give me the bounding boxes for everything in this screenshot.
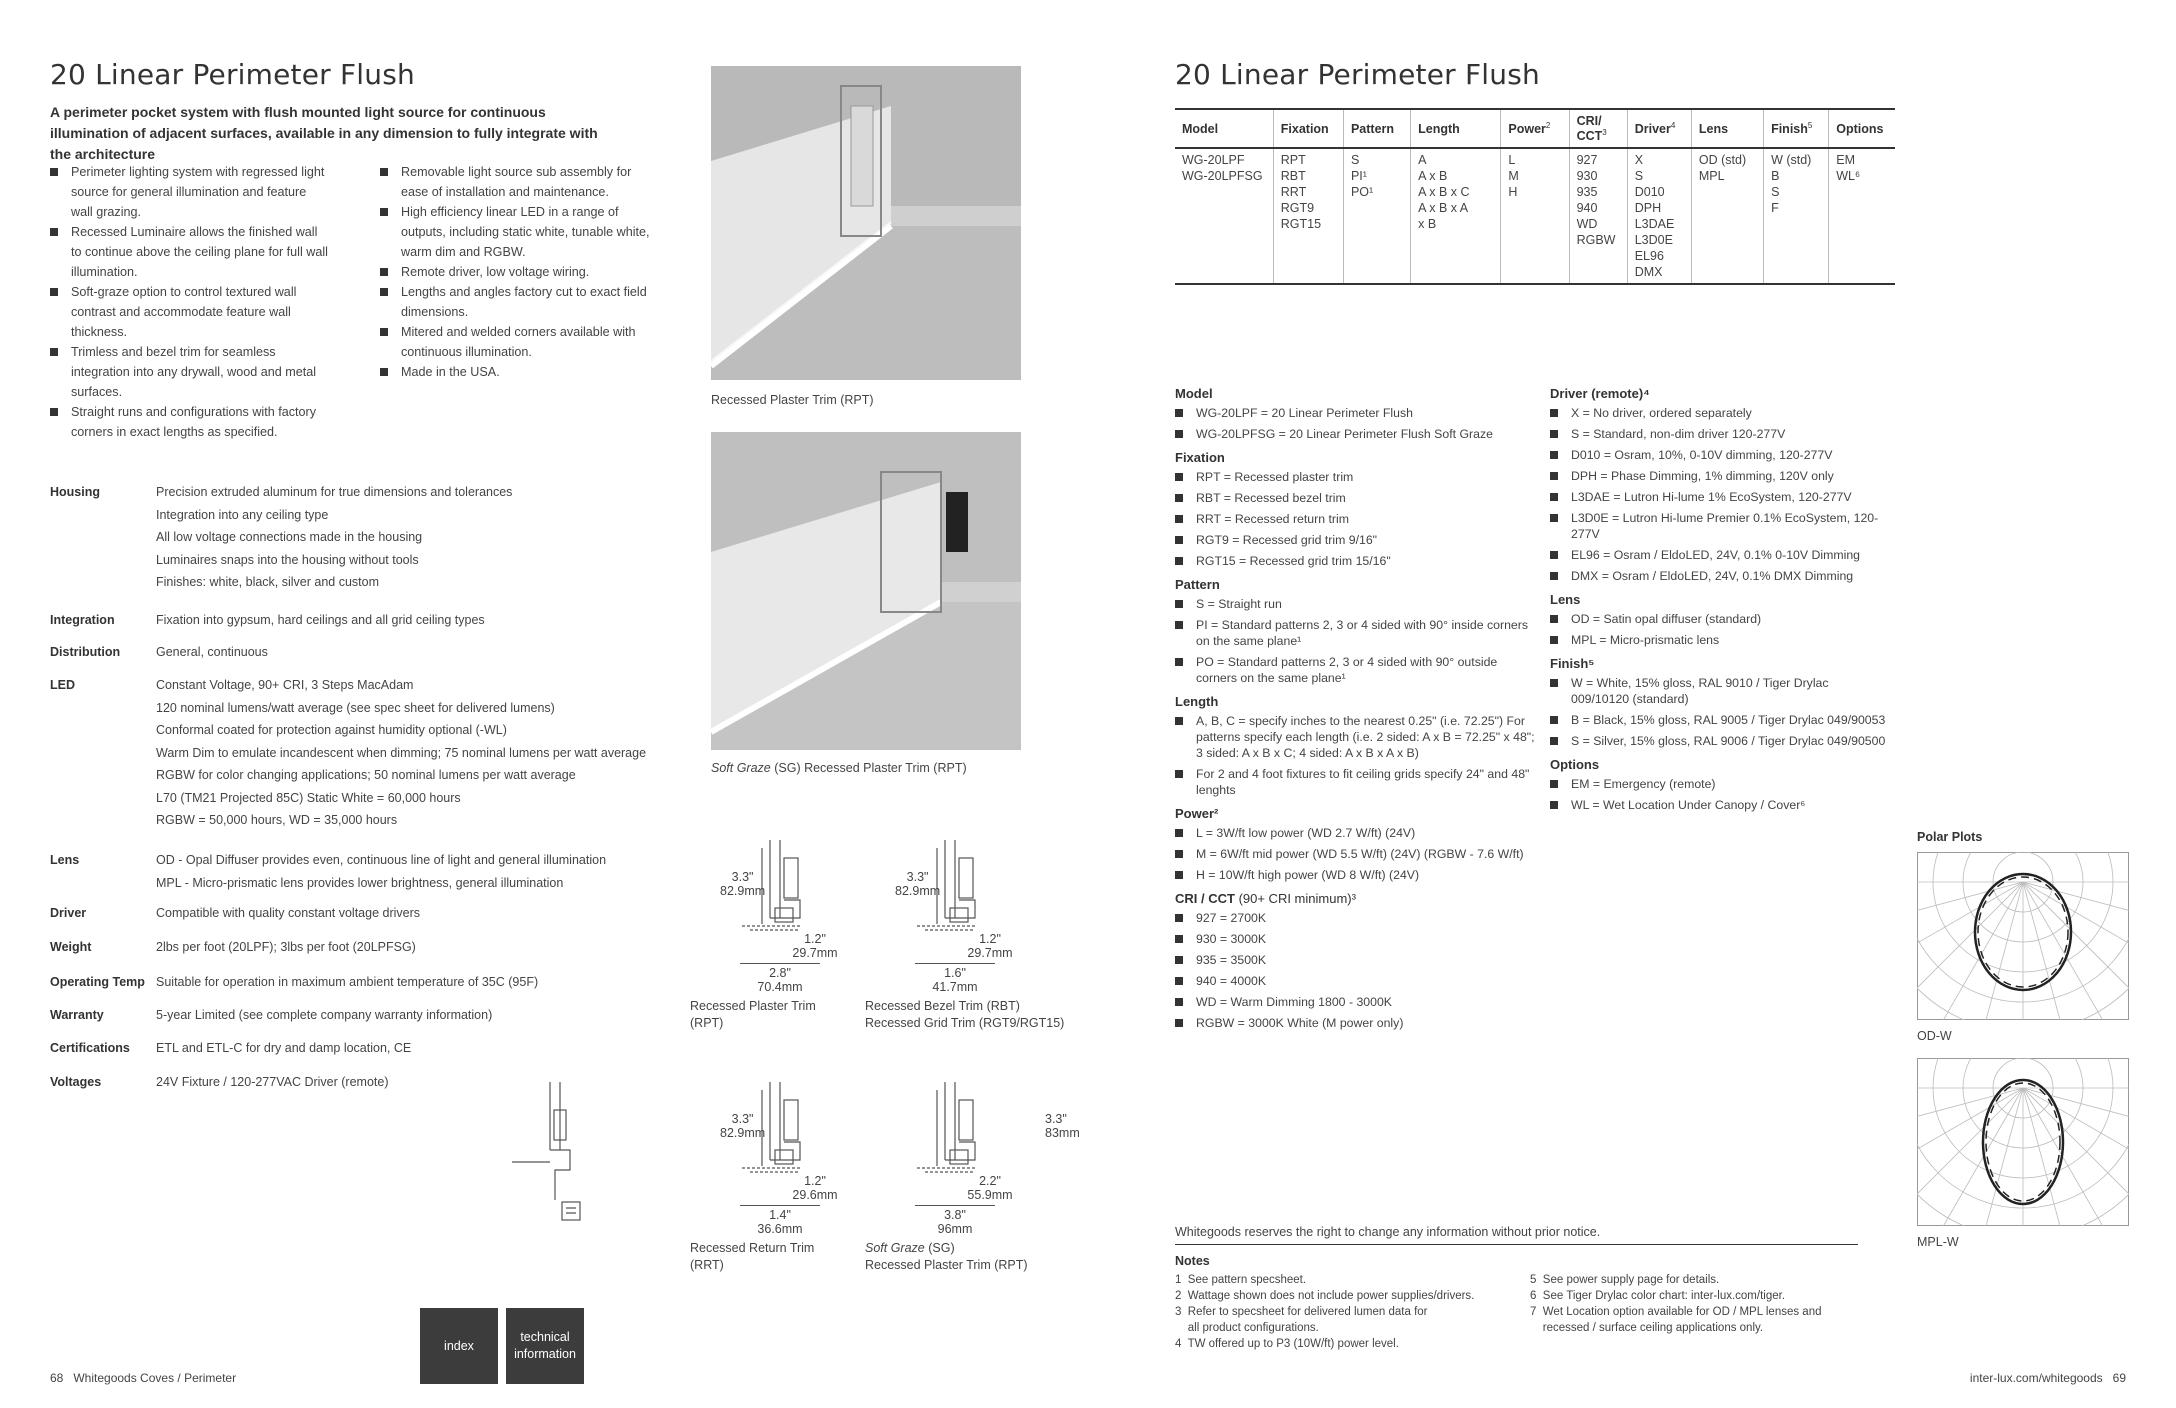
polar-plot-od-w xyxy=(1917,852,2129,1020)
feature-item: Removable light source sub assembly for ease of installation and maintenance. xyxy=(380,162,660,202)
width1-in: 1.2" xyxy=(804,932,826,946)
spec-line: OD - Opal Diffuser provides even, continuous line of light and general illumination xyxy=(156,853,607,867)
width1-mm: 29.7mm xyxy=(967,946,1013,960)
spec-line: General, continuous xyxy=(156,645,268,659)
heading-text: CRI / CCT xyxy=(1175,891,1235,906)
table-header xyxy=(1273,109,1343,148)
note-line: 5 See power supply page for details. xyxy=(1530,1274,1720,1286)
profile-width1 xyxy=(785,1174,845,1202)
spec-line: Constant Voltage, 90+ CRI, 3 Steps MacAdam xyxy=(156,678,414,692)
spec-value xyxy=(156,936,676,959)
profile-width1 xyxy=(960,1174,1020,1202)
heading-rest: (90+ CRI minimum)³ xyxy=(1234,891,1356,906)
note-line: 3 Refer to specsheet for delivered lumen data for all product configurations. xyxy=(1175,1306,1428,1334)
profile-width1 xyxy=(960,932,1020,960)
profile-height xyxy=(720,870,765,898)
caption-line1: Recessed Plaster Trim xyxy=(690,999,816,1013)
section-item: RGT15 = Recessed grid trim 15/16" xyxy=(1175,553,1535,569)
spec-value xyxy=(156,1037,676,1060)
caption-line1: Recessed Return Trim xyxy=(690,1241,815,1255)
section-heading xyxy=(1550,757,1890,772)
table-cell: W (std) B S F xyxy=(1764,148,1829,284)
spec-line: Luminaires snaps into the housing without tools xyxy=(156,552,419,567)
profile-height xyxy=(720,1112,765,1140)
height-in: 3.3" xyxy=(906,870,929,884)
notes-title: Notes xyxy=(1175,1254,1210,1268)
heading-text: Lens xyxy=(1550,592,1581,607)
spec-value xyxy=(156,481,676,594)
note-line: 6 See Tiger Drylac color chart: inter-lux.com/tiger. xyxy=(1530,1290,1786,1302)
table-cell: 927 930 935 940 WD RGBW xyxy=(1569,148,1627,284)
section-item: WL = Wet Location Under Canopy / Cover⁶ xyxy=(1550,797,1890,813)
heading-text: Pattern xyxy=(1175,577,1220,592)
profile-width2 xyxy=(915,1205,995,1236)
feature-item: Trimless and bezel trim for seamless integration into any drywall, wood and metal surfaces. xyxy=(50,342,330,402)
section-heading xyxy=(1175,450,1535,465)
section-item: DMX = Osram / EldoLED, 24V, 0.1% DMX Dimming xyxy=(1550,568,1890,584)
section-item: For 2 and 4 foot fixtures to fit ceiling grids specify 24" and 48" lenghts xyxy=(1175,766,1535,798)
profile-height xyxy=(1045,1112,1080,1140)
width1-mm: 29.6mm xyxy=(792,1188,838,1202)
spec-label: Lens xyxy=(50,853,80,867)
profile-width2 xyxy=(740,963,820,994)
feature-item: High efficiency linear LED in a range of outputs, including static white, tunable white, warm dim and RGBW. xyxy=(380,202,660,262)
section-list xyxy=(1550,611,1890,648)
header-sup: 2 xyxy=(1545,121,1551,130)
product-subtitle: A perimeter pocket system with flush mounted light source for continuous illumination of adjacent surfaces, available in any dimension to fully integrate with the architecture xyxy=(50,104,598,162)
profile-caption xyxy=(865,998,1064,1032)
section-list xyxy=(1550,675,1890,749)
width1-mm: 55.9mm xyxy=(967,1188,1013,1202)
spec-label: Housing xyxy=(50,485,100,499)
section-item: 940 = 4000K xyxy=(1175,973,1535,989)
note-line: 4 TW offered up to P3 (10W/ft) power level. xyxy=(1175,1338,1399,1350)
photo2-caption: Soft Graze (SG) Recessed Plaster Trim (RPT) xyxy=(711,761,967,775)
section-item: MPL = Micro-prismatic lens xyxy=(1550,632,1890,648)
section-heading xyxy=(1175,694,1535,709)
footer-left: 68 Whitegoods Coves / Perimeter xyxy=(50,1371,237,1385)
section-list xyxy=(1550,776,1890,813)
section-item: S = Straight run xyxy=(1175,596,1535,612)
spec-label: Voltages xyxy=(50,1075,102,1089)
polar1-label: OD-W xyxy=(1917,1029,1952,1043)
feature-item: Perimeter lighting system with regressed light source for general illumination and feature wall grazing. xyxy=(50,162,330,222)
table-cell: X S D010 DPH L3DAE L3D0E EL96 DMX xyxy=(1627,148,1691,284)
heading-text: Fixation xyxy=(1175,450,1225,465)
header-text: Length xyxy=(1418,121,1460,136)
disclaimer: Whitegoods reserves the right to change any information without prior notice. xyxy=(1175,1225,1601,1239)
photo1-caption: Recessed Plaster Trim (RPT) xyxy=(711,393,874,407)
section-detail-drawing xyxy=(510,1080,590,1230)
spec-label: Operating Temp xyxy=(50,975,145,989)
product-photo-rpt xyxy=(711,66,1021,380)
header-text: Options xyxy=(1836,121,1884,136)
width2-in: 2.8" xyxy=(769,966,791,980)
notes-col2 xyxy=(1530,1272,1890,1336)
spec-line: Integration into any ceiling type xyxy=(156,507,329,522)
height-in: 3.3" xyxy=(1045,1112,1067,1126)
width2-in: 1.4" xyxy=(769,1208,791,1222)
spec-line: Precision extruded aluminum for true dimensions and tolerances xyxy=(156,485,513,499)
section-item: 935 = 3500K xyxy=(1175,952,1535,968)
feature-list-col1 xyxy=(50,162,330,442)
section-item: L3DAE = Lutron Hi-lume 1% EcoSystem, 120-277V xyxy=(1550,489,1890,505)
width1-in: 2.2" xyxy=(979,1174,1001,1188)
spec-label: Distribution xyxy=(50,645,121,659)
section-list xyxy=(1175,825,1535,883)
caption-line2: Recessed Grid Trim (RGT9/RGT15) xyxy=(865,1016,1065,1030)
spec-line: MPL - Micro-prismatic lens provides lower brightness, general illumination xyxy=(156,875,564,890)
section-list xyxy=(1175,713,1535,798)
ordering-table xyxy=(1175,108,1895,285)
section-heading xyxy=(1550,656,1890,671)
caption-line2: Recessed Plaster Trim (RPT) xyxy=(865,1258,1028,1272)
feature-item: Remote driver, low voltage wiring. xyxy=(380,262,660,282)
table-header xyxy=(1829,109,1895,148)
section-item: WD = Warm Dimming 1800 - 3000K xyxy=(1175,994,1535,1010)
caption-line2: (RPT) xyxy=(690,1016,724,1030)
divider xyxy=(1175,1244,1858,1245)
section-item: EM = Emergency (remote) xyxy=(1550,776,1890,792)
table-cell: L M H xyxy=(1501,148,1569,284)
header-sup: 5 xyxy=(1807,121,1813,130)
table-cell: WG-20LPF WG-20LPFSG xyxy=(1175,148,1273,284)
section-item: S = Standard, non-dim driver 120-277V xyxy=(1550,426,1890,442)
table-header xyxy=(1569,109,1627,148)
spec-value xyxy=(156,641,676,664)
height-mm: 82.9mm xyxy=(720,884,766,898)
feature-item: Recessed Luminaire allows the finished wall to continue above the ceiling plane for full wall illumination. xyxy=(50,222,330,282)
spec-line: All low voltage connections made in the housing xyxy=(156,530,423,544)
spec-line: RGBW = 50,000 hours, WD = 35,000 hours xyxy=(156,813,398,827)
feature-item: Mitered and welded corners available with continuous illumination. xyxy=(380,322,660,362)
note-line: 2 Wattage shown does not include power supplies/drivers. xyxy=(1175,1290,1475,1302)
section-item: DPH = Phase Dimming, 1% dimming, 120V only xyxy=(1550,468,1890,484)
section-item: A, B, C = specify inches to the nearest 0.25" (i.e. 72.25") For patterns specify each length (i.e. 2 sided: A x B = 72.25" x 48"; 3 sided: A x B x C; 4 sided: A x B x A x B) xyxy=(1175,713,1535,761)
polar-plot-mpl-w xyxy=(1917,1058,2129,1226)
profile-caption xyxy=(865,1240,1028,1274)
height-in: 3.3" xyxy=(731,1112,754,1126)
section-heading xyxy=(1175,806,1535,821)
section-item: RPT = Recessed plaster trim xyxy=(1175,469,1535,485)
technical-information-button[interactable]: technical information xyxy=(506,1308,584,1384)
spec-label: Integration xyxy=(50,613,115,627)
note-line: 7 Wet Location option available for OD / MPL lenses and recessed / surface ceiling applications only. xyxy=(1530,1306,1822,1334)
width2-mm: 41.7mm xyxy=(932,980,978,994)
width1-in: 1.2" xyxy=(979,932,1001,946)
notes-col1 xyxy=(1175,1272,1515,1352)
page-title-left: 20 Linear Perimeter Flush xyxy=(50,58,415,91)
profile-caption xyxy=(690,998,816,1032)
table-header xyxy=(1627,109,1691,148)
heading-text: Options xyxy=(1550,757,1600,772)
section-heading xyxy=(1175,577,1535,592)
spec-value xyxy=(156,609,676,632)
height-mm: 83mm xyxy=(1045,1126,1080,1140)
spec-line: 24V Fixture / 120-277VAC Driver (remote) xyxy=(156,1075,389,1089)
section-item: RBT = Recessed bezel trim xyxy=(1175,490,1535,506)
spec-label: Certifications xyxy=(50,1041,130,1055)
spec-table xyxy=(50,485,690,1105)
page-title-right: 20 Linear Perimeter Flush xyxy=(1175,58,1540,91)
note-line: 1 See pattern specsheet. xyxy=(1175,1274,1307,1286)
spec-value xyxy=(156,1071,676,1094)
section-item: EL96 = Osram / EldoLED, 24V, 0.1% 0-10V Dimming xyxy=(1550,547,1890,563)
width1-in: 1.2" xyxy=(804,1174,826,1188)
spec-label: Weight xyxy=(50,940,92,954)
caption-line1: Recessed Bezel Trim (RBT) xyxy=(865,999,1020,1013)
spec-line: Suitable for operation in maximum ambient temperature of 35C (95F) xyxy=(156,975,539,989)
width2-in: 3.8" xyxy=(944,1208,966,1222)
spec-line: 2lbs per foot (20LPF); 3lbs per foot (20LPFSG) xyxy=(156,940,416,954)
spec-value xyxy=(156,1004,676,1027)
caption-italic: Soft Graze xyxy=(865,1241,925,1255)
spec-line: ETL and ETL-C for dry and damp location, CE xyxy=(156,1041,412,1055)
caption-line2: (RRT) xyxy=(690,1258,724,1272)
table-cell: EM WL⁶ xyxy=(1829,148,1895,284)
spec-label: Driver xyxy=(50,906,87,920)
section-list xyxy=(1175,910,1535,1031)
width2-mm: 96mm xyxy=(937,1222,973,1236)
table-header xyxy=(1411,109,1501,148)
product-photo-sg xyxy=(711,432,1021,750)
spec-label: LED xyxy=(50,678,75,692)
profile-width2 xyxy=(915,963,995,994)
table-header xyxy=(1175,109,1273,148)
section-item: M = 6W/ft mid power (WD 5.5 W/ft) (24V) (RGBW - 7.6 W/ft) xyxy=(1175,846,1535,862)
section-item: PI = Standard patterns 2, 3 or 4 sided with 90° inside corners on the same plane¹ xyxy=(1175,617,1535,649)
spec-line: 5-year Limited (see complete company warranty information) xyxy=(156,1008,493,1022)
table-cell: S PI¹ PO¹ xyxy=(1343,148,1410,284)
section-item: S = Silver, 15% gloss, RAL 9006 / Tiger Drylac 049/90500 xyxy=(1550,733,1890,749)
header-text: Fixation xyxy=(1280,121,1329,136)
spec-line: L70 (TM21 Projected 85C) Static White = 60,000 hours xyxy=(156,790,461,805)
section-item: RGT9 = Recessed grid trim 9/16" xyxy=(1175,532,1535,548)
width1-mm: 29.7mm xyxy=(792,946,838,960)
header-text: Pattern xyxy=(1350,121,1395,136)
section-item: H = 10W/ft high power (WD 8 W/ft) (24V) xyxy=(1175,867,1535,883)
options-col2 xyxy=(1550,378,1890,818)
options-col1 xyxy=(1175,378,1535,1036)
section-heading xyxy=(1175,386,1535,401)
section-list xyxy=(1175,469,1535,569)
profile-width1 xyxy=(785,932,845,960)
section-item: 930 = 3000K xyxy=(1175,931,1535,947)
polar-plots-title: Polar Plots xyxy=(1917,830,1983,844)
heading-text: Finish⁵ xyxy=(1550,656,1595,671)
height-in: 3.3" xyxy=(731,870,754,884)
section-item: RGBW = 3000K White (M power only) xyxy=(1175,1015,1535,1031)
section-heading xyxy=(1550,592,1890,607)
footer-right: inter-lux.com/whitegoods 69 xyxy=(1969,1371,2126,1385)
caption-rest: (SG) xyxy=(924,1241,955,1255)
spec-line: RGBW for color changing applications; 50 nominal lumens per watt average xyxy=(156,768,576,782)
section-heading xyxy=(1175,891,1535,906)
spec-value xyxy=(156,971,676,994)
table-header xyxy=(1501,109,1569,148)
heading-text: Power² xyxy=(1175,806,1219,821)
section-heading xyxy=(1550,386,1890,401)
polar2-label: MPL-W xyxy=(1917,1235,1959,1249)
profile-height xyxy=(895,870,940,898)
spec-label: Warranty xyxy=(50,1008,104,1022)
table-header xyxy=(1764,109,1829,148)
index-button[interactable]: index xyxy=(420,1308,498,1384)
section-item: 927 = 2700K xyxy=(1175,910,1535,926)
spec-value xyxy=(156,674,676,832)
header-text: Lens xyxy=(1698,121,1729,136)
header-text: Power xyxy=(1508,122,1546,137)
header-text: Model xyxy=(1182,121,1219,136)
height-mm: 82.9mm xyxy=(895,884,941,898)
spec-line: Finishes: white, black, silver and custom xyxy=(156,575,380,589)
header-text: Driver xyxy=(1634,122,1671,137)
profile-caption xyxy=(690,1240,814,1274)
table-header xyxy=(1691,109,1763,148)
feature-list-col2 xyxy=(380,162,660,382)
spec-line: 120 nominal lumens/watt average (see spec sheet for delivered lumens) xyxy=(156,700,555,715)
section-list xyxy=(1175,405,1535,442)
feature-item: Made in the USA. xyxy=(380,362,660,382)
section-item: PO = Standard patterns 2, 3 or 4 sided with 90° outside corners on the same plane¹ xyxy=(1175,654,1535,686)
section-list xyxy=(1550,405,1890,584)
width2-in: 1.6" xyxy=(944,966,966,980)
table-cell: RPT RBT RRT RGT9 RGT15 xyxy=(1273,148,1343,284)
section-item: WG-20LPF = 20 Linear Perimeter Flush xyxy=(1175,405,1535,421)
spec-line: Warm Dim to emulate incandescent when dimming; 75 nominal lumens per watt average xyxy=(156,745,647,760)
spec-value xyxy=(156,902,676,925)
feature-item: Straight runs and configurations with factory corners in exact lengths as specified. xyxy=(50,402,330,442)
profile-width2 xyxy=(740,1205,820,1236)
table-cell: OD (std) MPL xyxy=(1691,148,1763,284)
header-sup: 4 xyxy=(1670,121,1676,130)
section-list xyxy=(1175,596,1535,686)
feature-item: Soft-graze option to control textured wall contrast and accommodate feature wall thickness. xyxy=(50,282,330,342)
section-item: WG-20LPFSG = 20 Linear Perimeter Flush Soft Graze xyxy=(1175,426,1535,442)
section-item: W = White, 15% gloss, RAL 9010 / Tiger Drylac 009/10120 (standard) xyxy=(1550,675,1890,707)
height-mm: 82.9mm xyxy=(720,1126,766,1140)
profile-drawing xyxy=(915,1080,1025,1180)
heading-text: Driver (remote)⁴ xyxy=(1550,386,1650,401)
spec-line: Compatible with quality constant voltage drivers xyxy=(156,906,421,920)
section-item: D010 = Osram, 10%, 0-10V dimming, 120-277V xyxy=(1550,447,1890,463)
table-header xyxy=(1343,109,1410,148)
width2-mm: 70.4mm xyxy=(757,980,803,994)
header-text: CRI/ CCT xyxy=(1576,114,1603,144)
caption-line1 xyxy=(865,1240,1028,1257)
heading-text: Model xyxy=(1175,386,1213,401)
header-text: Finish xyxy=(1771,122,1808,137)
section-item: L3D0E = Lutron Hi-lume Premier 0.1% EcoSystem, 120-277V xyxy=(1550,510,1890,542)
spec-line: Fixation into gypsum, hard ceilings and all grid ceiling types xyxy=(156,613,485,627)
section-item: OD = Satin opal diffuser (standard) xyxy=(1550,611,1890,627)
spec-line: Conformal coated for protection against humidity optional (-WL) xyxy=(156,723,507,737)
heading-text: Length xyxy=(1175,694,1219,709)
table-cell: A A x B A x B x C A x B x A x B xyxy=(1411,148,1501,284)
section-item: X = No driver, ordered separately xyxy=(1550,405,1890,421)
spec-value xyxy=(156,849,676,894)
section-item: L = 3W/ft low power (WD 2.7 W/ft) (24V) xyxy=(1175,825,1535,841)
width2-mm: 36.6mm xyxy=(757,1222,803,1236)
section-item: RRT = Recessed return trim xyxy=(1175,511,1535,527)
feature-item: Lengths and angles factory cut to exact field dimensions. xyxy=(380,282,660,322)
header-sup: 3 xyxy=(1602,128,1607,137)
section-item: B = Black, 15% gloss, RAL 9005 / Tiger Drylac 049/90053 xyxy=(1550,712,1890,728)
